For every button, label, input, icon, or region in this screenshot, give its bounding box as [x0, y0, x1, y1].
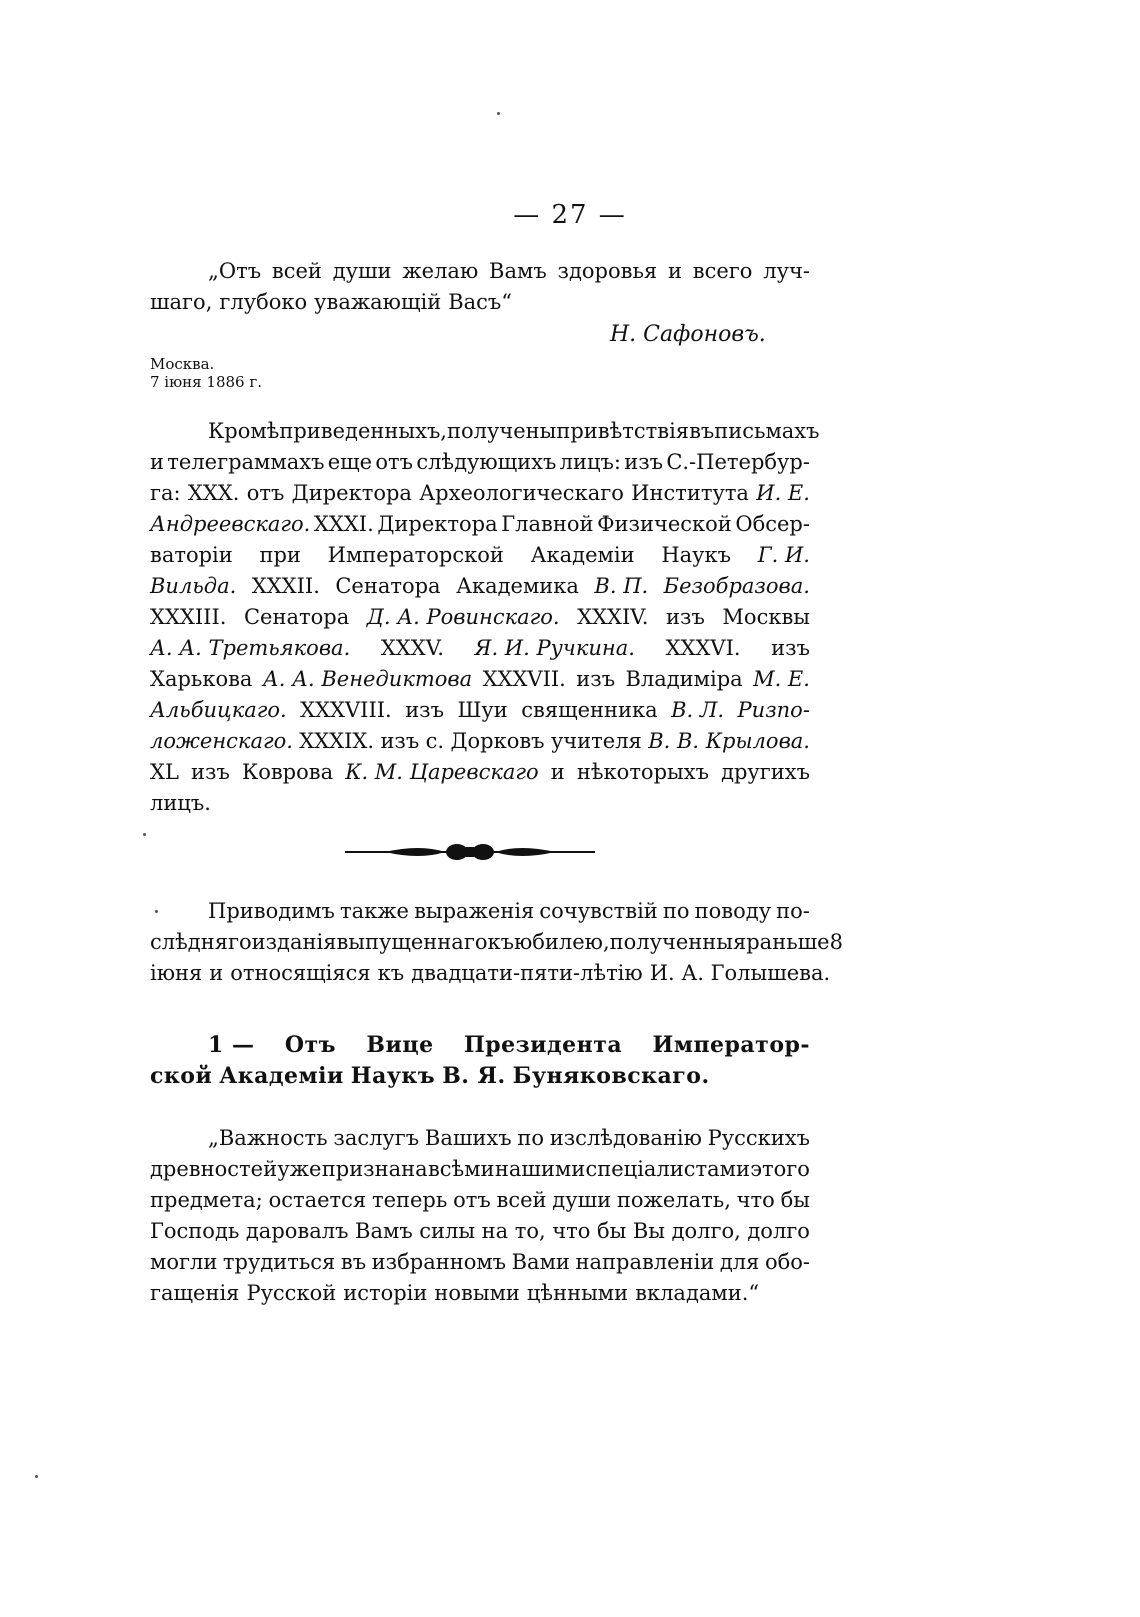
word: слѣдняго: [150, 930, 252, 954]
word: двадцати-пяти-лѣтію: [411, 961, 643, 985]
word: И. А. Голышева.: [649, 961, 831, 985]
word: Физической: [597, 512, 732, 536]
word: по: [662, 899, 690, 923]
word: здоровья: [557, 259, 658, 283]
text-line: [150, 1278, 810, 1309]
word: шаго,: [150, 290, 213, 314]
word: при: [259, 543, 301, 567]
word: по: [517, 1126, 544, 1150]
word: еще: [327, 450, 373, 474]
word: письмахъ: [714, 419, 820, 443]
word: въ: [340, 1250, 367, 1274]
word: трудиться: [222, 1250, 336, 1274]
word: Шуи: [457, 698, 508, 722]
word: Вашихъ: [424, 1126, 512, 1150]
word: къ: [487, 930, 514, 954]
text-line: [150, 416, 820, 447]
text-line: [150, 602, 810, 633]
word: приведенныхъ,: [279, 419, 447, 443]
word: теперь: [371, 1188, 448, 1212]
word: души: [552, 1188, 612, 1212]
word: Академіи: [530, 543, 635, 567]
text-line: [150, 478, 810, 509]
word: души: [332, 259, 392, 283]
word: XXXIX.: [299, 729, 375, 753]
text-line: [150, 509, 810, 540]
word: что: [736, 1188, 775, 1212]
word: направленіи: [575, 1250, 715, 1274]
word: сочувствій: [539, 899, 658, 923]
text-line: [150, 1247, 810, 1278]
word: изъ: [624, 450, 664, 474]
word: на: [481, 1219, 509, 1243]
word: В. В. Крылова.: [648, 729, 810, 753]
word: ской: [150, 1063, 213, 1089]
word: могли: [150, 1250, 218, 1274]
word: всей: [496, 1188, 547, 1212]
text-line: [150, 664, 810, 695]
word: спеціалистами: [585, 1157, 750, 1181]
text-line: [150, 287, 810, 318]
word: Буняковскаго.: [512, 1063, 710, 1089]
text-line: [150, 788, 810, 819]
word: гащенія: [150, 1281, 240, 1305]
word: силы: [419, 1219, 476, 1243]
word: Наукъ: [350, 1063, 436, 1089]
word: избранномъ: [371, 1250, 507, 1274]
text-line: [150, 1123, 810, 1154]
word: Президента: [463, 1032, 623, 1058]
word: признана: [321, 1157, 428, 1181]
word: телеграммахъ: [167, 450, 325, 474]
word: пожелать,: [616, 1188, 731, 1212]
word: XXXII.: [251, 574, 320, 598]
sympathy-paragraph: [150, 896, 843, 989]
word: всей: [271, 259, 322, 283]
word: изданія: [251, 930, 337, 954]
word: древностей: [150, 1157, 278, 1181]
word: Вамъ: [355, 1219, 413, 1243]
word: XXXVII.: [482, 667, 566, 691]
text-line: [150, 695, 810, 726]
word: луч-: [763, 259, 810, 283]
word: В. Я.: [442, 1063, 506, 1089]
text-line: [150, 726, 810, 757]
word: Академіи: [219, 1063, 344, 1089]
word: заслугъ: [333, 1126, 420, 1150]
word: Наукъ: [661, 543, 731, 567]
speck: [155, 910, 158, 913]
word: Сенатора: [335, 574, 441, 598]
word: этого: [750, 1157, 810, 1181]
word: Сенатора: [243, 605, 350, 629]
word: Кромѣ: [208, 419, 280, 443]
word: отъ: [453, 1188, 491, 1212]
word: относящіяся: [230, 961, 371, 985]
date: 7 іюня 1886 г.: [150, 373, 262, 391]
word: даровалъ: [245, 1219, 349, 1243]
word: „Важность: [208, 1126, 328, 1150]
text-line: [150, 540, 810, 571]
word: К. М. Царевскаго: [345, 760, 539, 784]
word: по-: [776, 899, 810, 923]
letter-bunyakovsky: [150, 1123, 810, 1309]
section-heading: [150, 1030, 810, 1092]
word: „Отъ: [208, 259, 262, 283]
word: А. А. Венедиктова: [262, 667, 473, 691]
word: Император-: [652, 1032, 810, 1058]
text-line: [150, 958, 831, 989]
word: изъ: [405, 698, 444, 722]
word: XXXVIII.: [300, 698, 392, 722]
word: въ: [689, 419, 715, 443]
word: цѣнными: [526, 1281, 629, 1305]
word: нѣкоторыхъ: [576, 760, 709, 784]
word: отъ: [246, 481, 285, 505]
text-line: [150, 896, 810, 927]
word: уважающій: [314, 290, 442, 314]
word: выраженія: [414, 899, 535, 923]
word: Ризпо-: [737, 698, 810, 722]
letter-safonov: [150, 256, 810, 318]
word: Альбицкаго.: [150, 698, 287, 722]
word: получены: [446, 419, 557, 443]
word: новыми: [434, 1281, 520, 1305]
word: ложенскаго.: [150, 729, 293, 753]
place: Москва.: [150, 355, 215, 373]
word: и: [209, 961, 224, 985]
word: XXXIV.: [577, 605, 649, 629]
word: Васъ“: [448, 290, 513, 314]
word: Главной: [501, 512, 594, 536]
word: Господь: [150, 1219, 240, 1243]
word: лицъ.: [150, 791, 211, 815]
word: Я. И. Ручкина.: [474, 636, 635, 660]
word: то,: [514, 1219, 546, 1243]
word: вкладами.“: [635, 1281, 760, 1305]
word: Вильда.: [150, 574, 237, 598]
word: къ: [377, 961, 405, 985]
word: Академика: [456, 574, 579, 598]
word: Вице: [366, 1032, 434, 1058]
word: исторіи: [343, 1281, 428, 1305]
text-line: [150, 633, 810, 664]
speck: [143, 833, 146, 836]
word: Отъ: [284, 1032, 337, 1058]
word: глубоко: [219, 290, 308, 314]
word: ваторіи: [150, 543, 233, 567]
word: всего: [692, 259, 753, 283]
word: изъ: [191, 760, 230, 784]
word: Директора: [377, 512, 498, 536]
word: Коврова: [241, 760, 334, 784]
word: XXXI.: [313, 512, 374, 536]
greetings-paragraph: [150, 416, 820, 819]
word: что: [552, 1219, 591, 1243]
word: іюня: [150, 961, 203, 985]
word: изъ: [380, 729, 420, 753]
text-line: [150, 1030, 810, 1061]
word: раньше: [746, 930, 830, 954]
word: Обсер-: [735, 512, 810, 536]
word: М. Е.: [753, 667, 810, 691]
text-line: [150, 1216, 810, 1247]
word: нашими: [494, 1157, 586, 1181]
word: А. А. Третьякова.: [150, 636, 351, 660]
word: всѣми: [427, 1157, 495, 1181]
word: XXXIII.: [150, 605, 227, 629]
text-line: [150, 1061, 810, 1092]
word: Г. И.: [757, 543, 810, 567]
word: изслѣдованію: [549, 1126, 702, 1150]
word: слѣдующихъ: [416, 450, 557, 474]
page-number: — 27 —: [513, 200, 627, 230]
word: Вы: [632, 1219, 666, 1243]
word: лицъ:: [559, 450, 621, 474]
word: для: [719, 1250, 760, 1274]
word: долго: [747, 1219, 810, 1243]
word: изъ: [666, 605, 705, 629]
word: с.: [425, 729, 445, 753]
word: XXX.: [187, 481, 240, 505]
word: Приводимъ: [208, 899, 335, 923]
word: и: [667, 259, 682, 283]
word: священника: [521, 698, 658, 722]
text-line: [150, 1185, 810, 1216]
word: привѣтствія: [556, 419, 690, 443]
word: Директора: [291, 481, 412, 505]
text-line: [150, 757, 810, 788]
word: и: [150, 450, 164, 474]
word: изъ: [771, 636, 810, 660]
word: И. Е.: [756, 481, 810, 505]
word: Харькова: [150, 667, 253, 691]
word: Безобразова.: [663, 574, 810, 598]
word: уже: [277, 1157, 322, 1181]
text-line: [150, 256, 810, 287]
word: полученныя: [609, 930, 747, 954]
word: также: [339, 899, 409, 923]
word: отъ: [375, 450, 414, 474]
text-line: [150, 447, 810, 478]
speck: [497, 112, 500, 115]
word: выпущеннаго: [336, 930, 488, 954]
signature: Н. Сафоновъ.: [610, 322, 766, 347]
word: Института: [631, 481, 749, 505]
word: Дорковъ: [450, 729, 545, 753]
word: бы: [780, 1188, 810, 1212]
word: XXXVI.: [665, 636, 741, 660]
word: обо-: [764, 1250, 810, 1274]
word: другихъ: [721, 760, 810, 784]
word: Вами: [511, 1250, 570, 1274]
word: Д. А. Ровинскаго.: [366, 605, 560, 629]
text-line: [150, 571, 810, 602]
word: Русскихъ: [707, 1126, 810, 1150]
word: 8: [829, 930, 843, 954]
word: желаю: [402, 259, 479, 283]
text-line: [150, 927, 843, 958]
word: изъ: [576, 667, 616, 691]
word: Русской: [246, 1281, 337, 1305]
word: В. П.: [594, 574, 649, 598]
word: остается: [268, 1188, 367, 1212]
word: долго,: [671, 1219, 741, 1243]
word: га:: [150, 481, 181, 505]
ornament-divider-icon: [345, 838, 595, 868]
word: предмета;: [150, 1188, 263, 1212]
text-line: [150, 1154, 810, 1185]
word: учителя: [550, 729, 642, 753]
word: XXXV.: [380, 636, 444, 660]
word: Андреевскаго.: [150, 512, 311, 536]
speck: [35, 1475, 38, 1478]
word: юбилею,: [513, 930, 610, 954]
word: Археологическаго: [419, 481, 624, 505]
word: XL: [150, 760, 179, 784]
word: поводу: [694, 899, 772, 923]
word: Владиміра: [625, 667, 743, 691]
word: С.-Петербур-: [666, 450, 810, 474]
word: Императорской: [327, 543, 504, 567]
word: Вамъ: [489, 259, 547, 283]
word: бы: [596, 1219, 627, 1243]
word: и: [550, 760, 565, 784]
place-date: [150, 355, 262, 391]
word: Москвы: [722, 605, 810, 629]
word: 1 —: [208, 1032, 255, 1058]
word: В. Л.: [671, 698, 725, 722]
